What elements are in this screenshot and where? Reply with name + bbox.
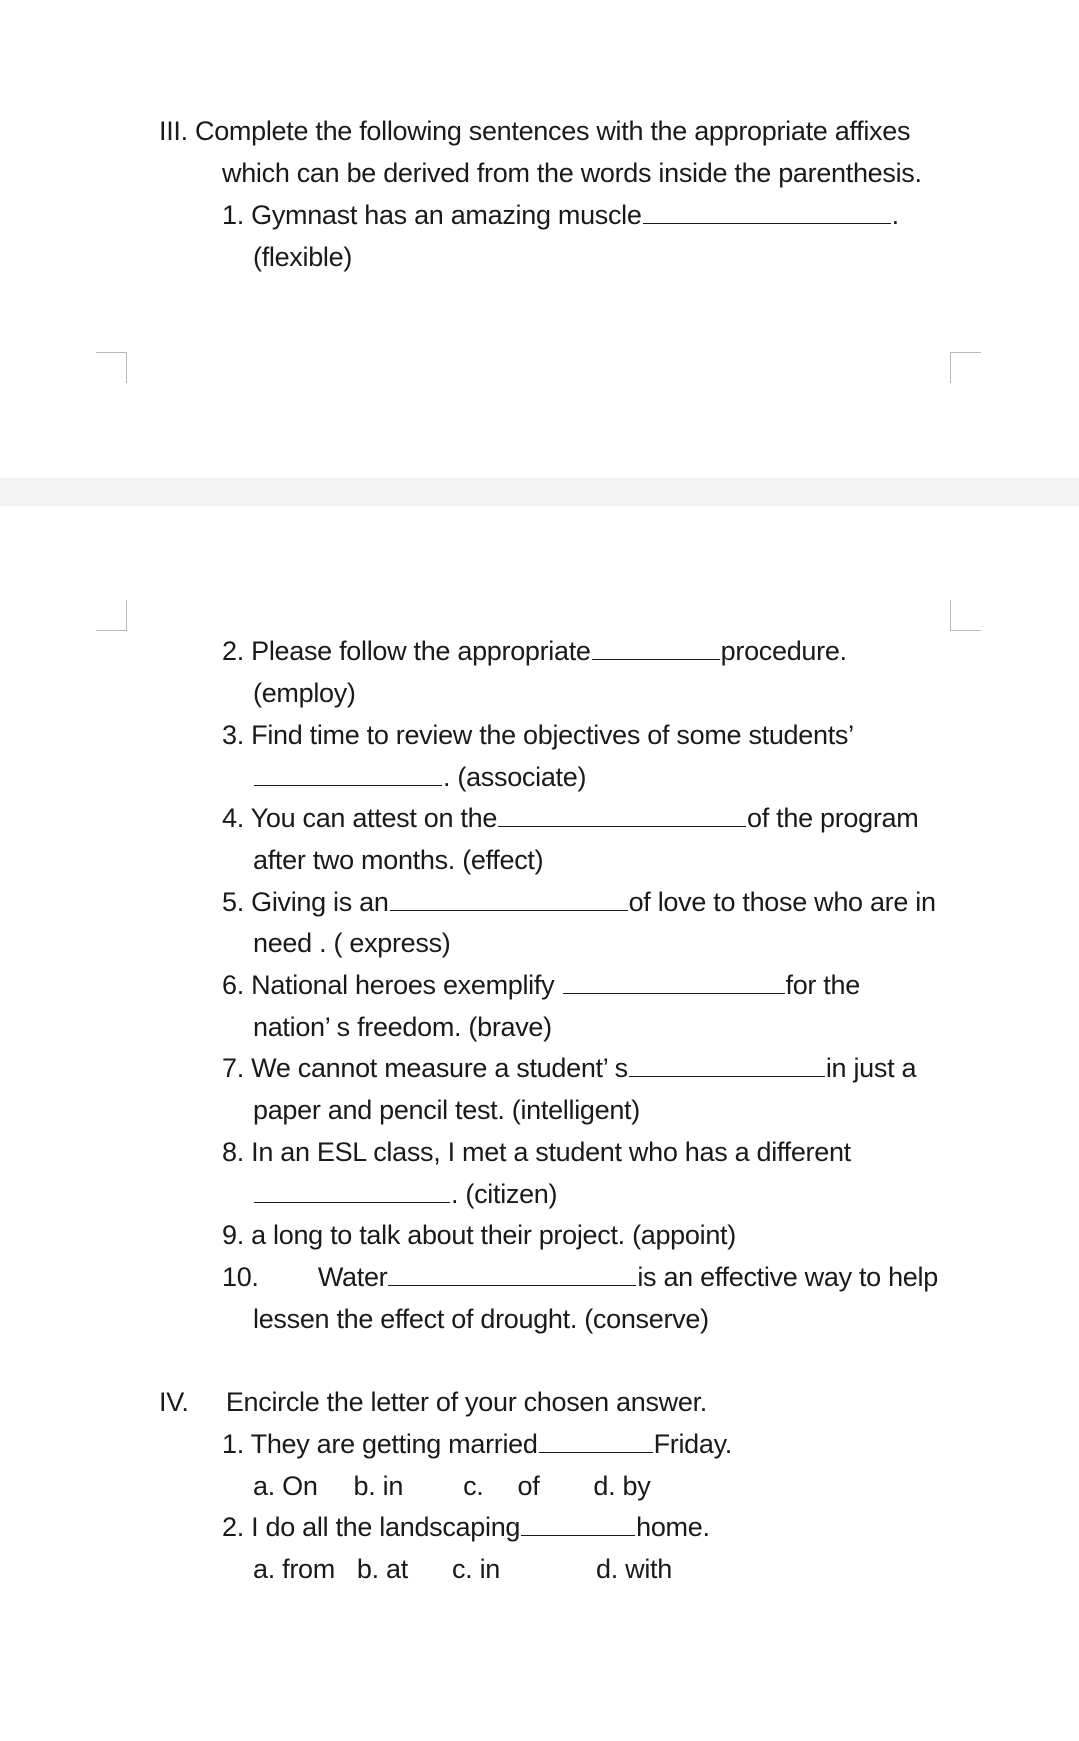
question-item-2: 2. Please follow the appropriate procedure. xyxy=(222,636,847,666)
mc-question-2: 2. I do all the landscaping home. xyxy=(222,1512,710,1542)
section-3-heading-line-2: which can be derived from the words inside the parenthesis. xyxy=(222,158,922,188)
choice-c-text[interactable]: of xyxy=(517,1471,540,1501)
choice-b[interactable]: b. at xyxy=(356,1554,408,1584)
answer-blank[interactable] xyxy=(390,886,628,911)
choice-c[interactable]: c. xyxy=(463,1471,484,1501)
question-item-7: 7. We cannot measure a student’ s in just a xyxy=(222,1053,917,1083)
answer-blank[interactable] xyxy=(254,761,442,786)
answer-blank[interactable] xyxy=(521,1511,635,1536)
answer-blank[interactable] xyxy=(592,635,720,660)
section-3-heading-line-1: III. Complete the following sentences with the appropriate affixes xyxy=(159,116,911,146)
mc-question-2-choices xyxy=(253,1552,672,1586)
page-break xyxy=(0,478,1079,506)
choice-c[interactable]: c. in xyxy=(451,1554,500,1584)
question-item-2-hint: (employ) xyxy=(253,678,356,708)
question-item-6: 6. National heroes exemplify for the xyxy=(222,970,860,1000)
answer-blank[interactable] xyxy=(629,1052,825,1077)
question-item-7-line-2: paper and pencil test. (intelligent) xyxy=(253,1095,640,1125)
question-item-8-continued: . (citizen) xyxy=(253,1177,557,1211)
answer-blank[interactable] xyxy=(388,1261,636,1286)
choice-d[interactable]: d. by xyxy=(593,1471,651,1501)
answer-blank[interactable] xyxy=(563,969,785,994)
choice-a[interactable]: a. On xyxy=(253,1471,318,1501)
question-item-4-line-2: after two months. (effect) xyxy=(253,845,544,875)
document-page-1 xyxy=(0,0,1079,478)
question-item-10: 10. Water is an effective way to help xyxy=(222,1262,938,1292)
question-item-3: 3. Find time to review the objectives of some students’ xyxy=(222,720,854,750)
question-item-3-continued: . (associate) xyxy=(253,760,586,794)
answer-blank[interactable] xyxy=(539,1428,653,1453)
choice-d[interactable]: d. with xyxy=(596,1554,672,1584)
section-4-heading: IV. Encircle the letter of your chosen answer. xyxy=(159,1387,707,1417)
answer-blank[interactable] xyxy=(254,1178,450,1203)
answer-blank[interactable] xyxy=(498,802,746,827)
question-item-4: 4. You can attest on the of the program xyxy=(222,803,919,833)
question-item-6-line-2: nation’ s freedom. (brave) xyxy=(253,1012,552,1042)
choice-b[interactable]: b. in xyxy=(353,1471,404,1501)
page-corner-marker xyxy=(950,352,981,383)
question-item-9: 9. a long to talk about their project. (appoint) xyxy=(222,1220,736,1250)
question-item-10-line-2: lessen the effect of drought. (conserve) xyxy=(253,1304,709,1334)
question-item-1-hint: (flexible) xyxy=(253,242,353,272)
question-item-5: 5. Giving is an of love to those who are in xyxy=(222,887,936,917)
mc-question-1-choices xyxy=(253,1469,650,1503)
page-corner-marker xyxy=(96,352,127,383)
page-corner-marker xyxy=(950,600,981,631)
mc-question-1: 1. They are getting married Friday. xyxy=(222,1429,733,1459)
answer-blank[interactable] xyxy=(643,199,891,224)
question-item-8: 8. In an ESL class, I met a student who has a different xyxy=(222,1137,851,1167)
page-corner-marker xyxy=(96,600,127,631)
choice-a[interactable]: a. from xyxy=(253,1554,335,1584)
question-item-1: 1. Gymnast has an amazing muscle . xyxy=(222,200,899,230)
question-item-5-line-2: need . ( express) xyxy=(253,928,451,958)
